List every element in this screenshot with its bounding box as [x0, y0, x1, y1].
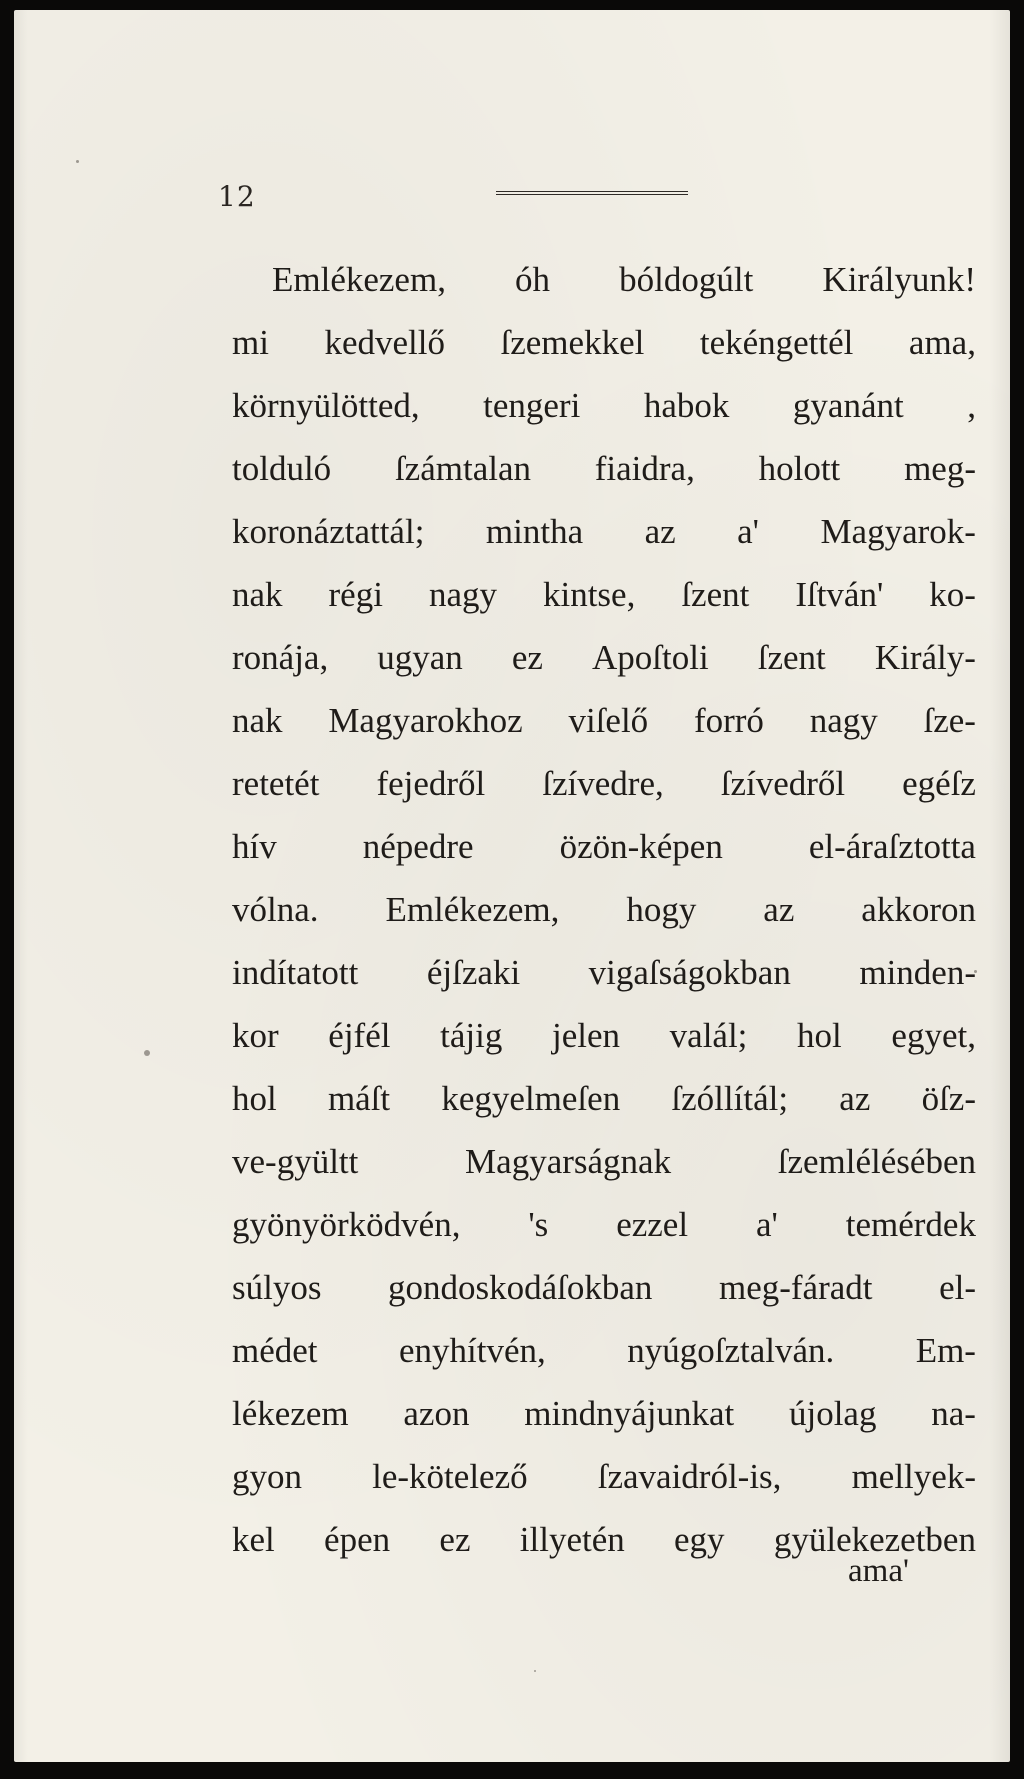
word: a'	[737, 512, 759, 551]
word: gyanánt	[792, 386, 904, 425]
text-line	[232, 575, 976, 638]
word: nagy	[428, 575, 497, 614]
word: meg-	[904, 449, 976, 488]
word: hogy	[626, 890, 697, 929]
word: retetét	[232, 764, 320, 803]
word: gondoskodáſokban	[388, 1268, 653, 1307]
word: holott	[758, 449, 841, 488]
word: azon	[403, 1394, 470, 1433]
text-line	[232, 764, 976, 827]
word: tengeri	[483, 386, 581, 425]
word: Emlékezem,	[385, 890, 560, 929]
word: viſelő	[568, 701, 649, 740]
word: ſze-	[923, 701, 976, 740]
word: mindnyájunkat	[524, 1394, 735, 1433]
speck	[76, 160, 79, 163]
word: forró	[693, 701, 764, 740]
word: gyönyörködvén,	[232, 1205, 461, 1244]
text-line	[232, 827, 976, 890]
text-line	[232, 1205, 976, 1268]
word: meg-fáradt	[718, 1268, 873, 1307]
word: Magyarságnak	[465, 1142, 672, 1181]
word: ſzívedre,	[542, 764, 664, 803]
word: máſt	[327, 1079, 391, 1118]
word: ronája,	[232, 638, 329, 677]
text-line	[232, 1268, 976, 1331]
word: Emlékezem,	[272, 260, 446, 299]
word: ſzemlélésében	[777, 1142, 976, 1181]
word: tájig	[440, 1016, 503, 1055]
word: ſzent	[681, 575, 750, 614]
word: 's	[528, 1205, 549, 1244]
word: ugyan	[377, 638, 463, 677]
word: valál;	[669, 1016, 748, 1055]
word: éjſzaki	[426, 953, 521, 992]
word: tekéngettél	[699, 323, 854, 362]
word: ,	[967, 386, 976, 425]
word: kor	[232, 1016, 279, 1055]
word: jelen	[551, 1016, 621, 1055]
word: ſzámtalan	[394, 449, 531, 488]
word: tolduló	[232, 449, 332, 488]
word: indítatott	[232, 953, 359, 992]
word: Magyarokhoz	[328, 701, 523, 740]
word: nak	[232, 701, 283, 740]
word: fejedről	[376, 764, 486, 803]
header-rule	[496, 191, 688, 195]
word: nagy	[809, 701, 878, 740]
text-line	[232, 701, 976, 764]
word: ez	[439, 1520, 471, 1559]
word: enyhítvén,	[398, 1331, 546, 1370]
word: hív	[232, 827, 277, 866]
text-line	[232, 953, 976, 1016]
word: Iſtván'	[795, 575, 884, 614]
word: koronáztattál;	[232, 512, 425, 551]
text-line	[232, 638, 976, 701]
speck	[144, 1050, 150, 1056]
text-line	[232, 260, 976, 323]
word: özön-képen	[559, 827, 723, 866]
word: az	[763, 890, 795, 929]
word: habok	[643, 386, 730, 425]
text-line	[232, 1016, 976, 1079]
word: ſzent	[757, 638, 826, 677]
word: mellyek-	[851, 1457, 976, 1496]
word: ſzavaidról-is,	[597, 1457, 782, 1496]
word: gyon	[232, 1457, 302, 1496]
word: gyülekezetben	[773, 1520, 976, 1559]
word: minden-	[859, 953, 976, 992]
word: mintha	[485, 512, 584, 551]
word: öſz-	[921, 1079, 976, 1118]
text-line	[232, 890, 976, 953]
word: Király-	[874, 638, 976, 677]
page-number: 12	[218, 180, 256, 213]
text-line	[232, 323, 976, 386]
word: környülötted,	[232, 386, 420, 425]
word: le-kötelező	[372, 1457, 528, 1496]
text-line	[232, 449, 976, 512]
text-line	[232, 512, 976, 575]
word: egy	[674, 1520, 725, 1559]
word: óh	[515, 260, 551, 299]
word: kedvellő	[324, 323, 445, 362]
text-line	[232, 386, 976, 449]
word: lékezem	[232, 1394, 349, 1433]
word: kegyelmeſen	[441, 1079, 621, 1118]
word: ama,	[908, 323, 976, 362]
word: régi	[328, 575, 383, 614]
word: médet	[232, 1331, 318, 1370]
word: temérdek	[845, 1205, 976, 1244]
text-line	[232, 1394, 976, 1457]
text-line	[232, 1331, 976, 1394]
word: nak	[232, 575, 283, 614]
text-line	[232, 1457, 976, 1520]
word: bóldogúlt	[619, 260, 754, 299]
text-line	[232, 1142, 976, 1205]
word: épen	[324, 1520, 391, 1559]
text-line	[232, 1079, 976, 1142]
word: Em-	[915, 1331, 976, 1370]
word: az	[839, 1079, 871, 1118]
word: ez	[511, 638, 543, 677]
word: el-áraſztotta	[808, 827, 976, 866]
word: ve-gyültt	[232, 1142, 359, 1181]
word: na-	[931, 1394, 976, 1433]
speck	[534, 1670, 536, 1672]
word: ſzívedről	[720, 764, 846, 803]
word: ſzóllítál;	[671, 1079, 789, 1118]
word: hol	[232, 1079, 277, 1118]
word: vólna.	[232, 890, 319, 929]
word: Magyarok-	[820, 512, 976, 551]
word: Apoſtoli	[592, 638, 709, 677]
word: egyet,	[891, 1016, 976, 1055]
word: illyetén	[519, 1520, 625, 1559]
word: vigaſságokban	[588, 953, 791, 992]
word: fiaidra,	[594, 449, 695, 488]
word: újolag	[788, 1394, 877, 1433]
word: Királyunk!	[822, 260, 976, 299]
word: éjfél	[328, 1016, 391, 1055]
word: súlyos	[232, 1268, 322, 1307]
word: az	[644, 512, 676, 551]
word: egéſz	[902, 764, 976, 803]
word: el-	[939, 1268, 976, 1307]
word: hol	[797, 1016, 842, 1055]
word: kintse,	[542, 575, 636, 614]
body-text	[232, 260, 976, 1583]
word: ko-	[929, 575, 976, 614]
word: népedre	[362, 827, 474, 866]
catchword: ama'	[848, 1553, 909, 1589]
word: mi	[232, 323, 269, 362]
word: nyúgoſztalván.	[627, 1331, 835, 1370]
word: a'	[755, 1205, 778, 1244]
word: akkoron	[861, 890, 976, 929]
word: ezzel	[616, 1205, 689, 1244]
word: ſzemekkel	[500, 323, 645, 362]
word: kel	[232, 1520, 275, 1559]
